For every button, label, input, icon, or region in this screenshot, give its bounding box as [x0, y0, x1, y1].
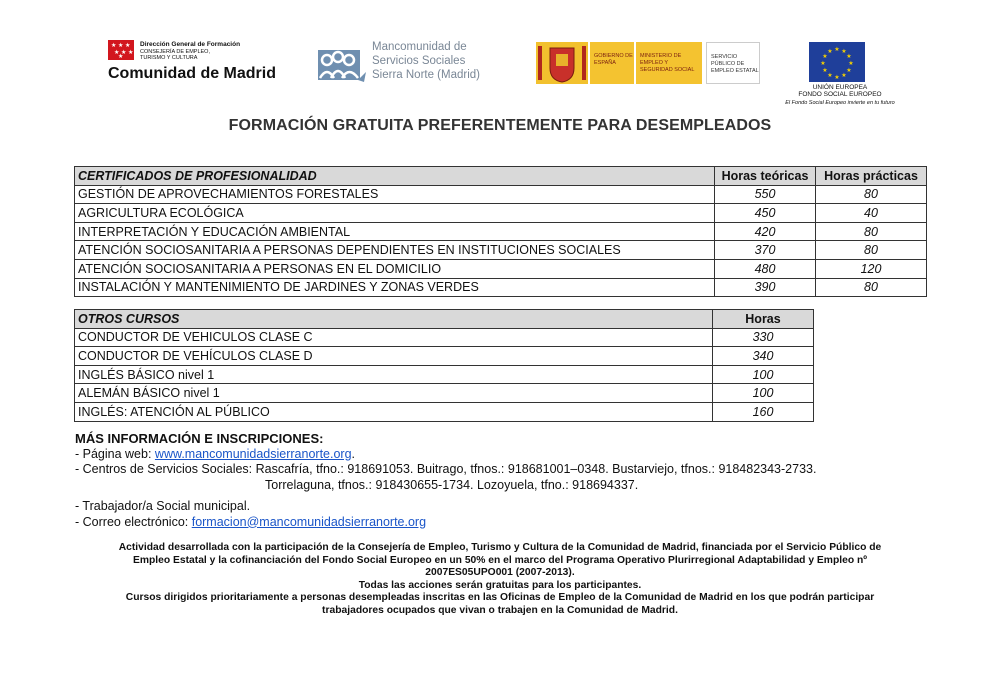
centros-line2: Torrelaguna, tfnos.: 918430655-1734. Lozoyuela, tfno.: 918694337. [265, 477, 639, 492]
horas-practicas-cell: 80 [816, 278, 927, 297]
svg-text:★: ★ [846, 53, 852, 60]
footer-line3: Cursos dirigidos prioritariamente a personas desempleadas inscritas en las Oficinas de Empleo de la Comunidad de Madrid en los que podrán participar trabajadores ocupados que vivan o trabajen en la Comunidad de Madrid. [125, 592, 875, 616]
horas-header: Horas [713, 310, 814, 329]
svg-text:★: ★ [822, 53, 828, 60]
table-row [75, 365, 814, 384]
email-label: - Correo electrónico: [75, 514, 192, 529]
mancomunidad-people-icon [318, 44, 368, 84]
horas-teoricas-cell: 370 [715, 241, 816, 260]
info-title: MÁS INFORMACIÓN E INSCRIPCIONES: [75, 431, 324, 446]
servicio-publico-label: SERVICIO PÚBLICO DE EMPLEO ESTATAL [706, 42, 760, 84]
course-name: INSTALACIÓN Y MANTENIMIENTO DE JARDINES Y ZONAS VERDES [75, 278, 715, 297]
table-row [75, 185, 927, 204]
mancomunidad-line3: Sierra Norte (Madrid) [372, 69, 480, 81]
table-header-row [75, 167, 927, 186]
svg-text:★: ★ [834, 74, 840, 81]
union-europea-logo [775, 42, 905, 110]
mancomunidad-name [372, 40, 512, 82]
table-row [75, 241, 927, 260]
svg-text:★: ★ [827, 72, 833, 79]
horas-cell: 160 [713, 402, 814, 421]
madrid-flag-icon: ★ ★ ★ ★ ★ ★ ★ [108, 40, 134, 60]
eu-label [775, 84, 905, 98]
horas-practicas-cell: 80 [816, 241, 927, 260]
course-name: ALEMÁN BÁSICO nivel 1 [75, 384, 713, 403]
horas-teoricas-cell: 480 [715, 259, 816, 278]
fondo-social-text: FONDO SOCIAL EUROPEO [798, 91, 882, 98]
otros-cursos-header: OTROS CURSOS [75, 310, 713, 329]
web-line [75, 447, 816, 463]
course-name: INGLÉS BÁSICO nivel 1 [75, 365, 713, 384]
union-europea-text: UNIÓN EUROPEA [812, 84, 868, 91]
footer-line1: Actividad desarrollada con la participación de la Consejería de Empleo, Turismo y Cultura de la Comunidad de Madrid, financiada por el Servicio Público de Empleo Estatal y la cofinanciación del Fondo Social Europeo en un 50% en el marco del Programa Operativo Plurirregional Adaptabilidad y Empleo nº 2007ES05UPO001 (2007-2013). [118, 542, 882, 579]
horas-teoricas-cell: 450 [715, 204, 816, 223]
mancomunidad-line2: Servicios Sociales [372, 55, 466, 67]
horas-cell: 340 [713, 347, 814, 366]
eu-flag-icon [809, 42, 865, 82]
web-period: . [351, 446, 356, 461]
table-row [75, 328, 814, 347]
table-row [75, 402, 814, 421]
certificados-table [74, 166, 927, 297]
centros-line1: - Centros de Servicios Sociales: Rascafría, tfno.: 918691053. Buitrago, tfnos.: 918681001–0348. Bustarviejo, tfnos.: 918482343-2733. [75, 462, 817, 476]
table-row [75, 222, 927, 241]
eu-motto: El Fondo Social Europeo invierte en tu futuro [785, 100, 895, 106]
comunidad-madrid-logo [108, 40, 298, 88]
course-name: GESTIÓN DE APROVECHAMIENTOS FORESTALES [75, 185, 715, 204]
horas-cell: 100 [713, 384, 814, 403]
horas-practicas-cell: 40 [816, 204, 927, 223]
course-name: AGRICULTURA ECOLÓGICA [75, 204, 715, 223]
spain-coat-of-arms-icon [536, 42, 588, 84]
footer-disclaimer [100, 542, 900, 618]
mancomunidad-logo [318, 40, 508, 88]
table-row [75, 347, 814, 366]
comunidad-madrid-name: Comunidad de Madrid [108, 65, 276, 82]
svg-text:★: ★ [841, 48, 847, 55]
horas-practicas-cell: 80 [816, 222, 927, 241]
course-name: INGLÉS: ATENCIÓN AL PÚBLICO [75, 402, 713, 421]
table-row [75, 384, 814, 403]
table-row [75, 259, 927, 278]
footer-line2: Todas las acciones serán gratuitas para los participantes. [358, 579, 642, 591]
table-header-row [75, 310, 814, 329]
mancomunidad-line1: Mancomunidad de [372, 41, 467, 53]
direccion-general-label: Dirección General de Formación [140, 41, 241, 48]
svg-text:★: ★ [841, 72, 847, 79]
course-name: ATENCIÓN SOCIOSANITARIA A PERSONAS EN EL DOMICILIO [75, 259, 715, 278]
course-name: CONDUCTOR DE VEHÍCULOS CLASE D [75, 347, 713, 366]
horas-teoricas-header: Horas teóricas [715, 167, 816, 186]
horas-cell: 100 [713, 365, 814, 384]
certificados-header: CERTIFICADOS DE PROFESIONALIDAD [75, 167, 715, 186]
email-line [75, 515, 816, 531]
svg-text:★: ★ [820, 60, 826, 67]
table-row [75, 204, 927, 223]
horas-teoricas-cell: 390 [715, 278, 816, 297]
svg-text:★: ★ [834, 46, 840, 53]
horas-teoricas-cell: 420 [715, 222, 816, 241]
gobierno-label: GOBIERNO DE ESPAÑA [590, 42, 634, 84]
svg-text:★: ★ [848, 60, 854, 67]
svg-text:★: ★ [822, 67, 828, 74]
email-link[interactable]: formacion@mancomunidadsierranorte.org [191, 514, 427, 529]
info-section [75, 431, 816, 530]
web-link[interactable]: www.mancomunidadsierranorte.org [154, 446, 352, 461]
svg-text:★: ★ [846, 67, 852, 74]
horas-practicas-cell: 80 [816, 185, 927, 204]
svg-text:★: ★ [827, 48, 833, 55]
web-label: - Página web: [75, 446, 155, 461]
trabajador-line: - Trabajador/a Social municipal. [75, 499, 251, 513]
course-name: INTERPRETACIÓN Y EDUCACIÓN AMBIENTAL [75, 222, 715, 241]
horas-practicas-header: Horas prácticas [816, 167, 927, 186]
course-name: CONDUCTOR DE VEHICULOS CLASE C [75, 328, 713, 347]
horas-teoricas-cell: 550 [715, 185, 816, 204]
horas-cell: 330 [713, 328, 814, 347]
consejeria-label: CONSEJERÍA DE EMPLEO, TURISMO Y CULTURA [140, 49, 210, 61]
page-title: FORMACIÓN GRATUITA PREFERENTEMENTE PARA DESEMPLEADOS [228, 117, 772, 134]
horas-practicas-cell: 120 [816, 259, 927, 278]
table-row [75, 278, 927, 297]
ministerio-label: MINISTERIO DE EMPLEO Y SEGURIDAD SOCIAL [636, 42, 702, 84]
otros-cursos-table [74, 309, 814, 422]
course-name: ATENCIÓN SOCIOSANITARIA A PERSONAS DEPENDIENTES EN INSTITUCIONES SOCIALES [75, 241, 715, 260]
gobierno-espana-logo [536, 40, 760, 88]
